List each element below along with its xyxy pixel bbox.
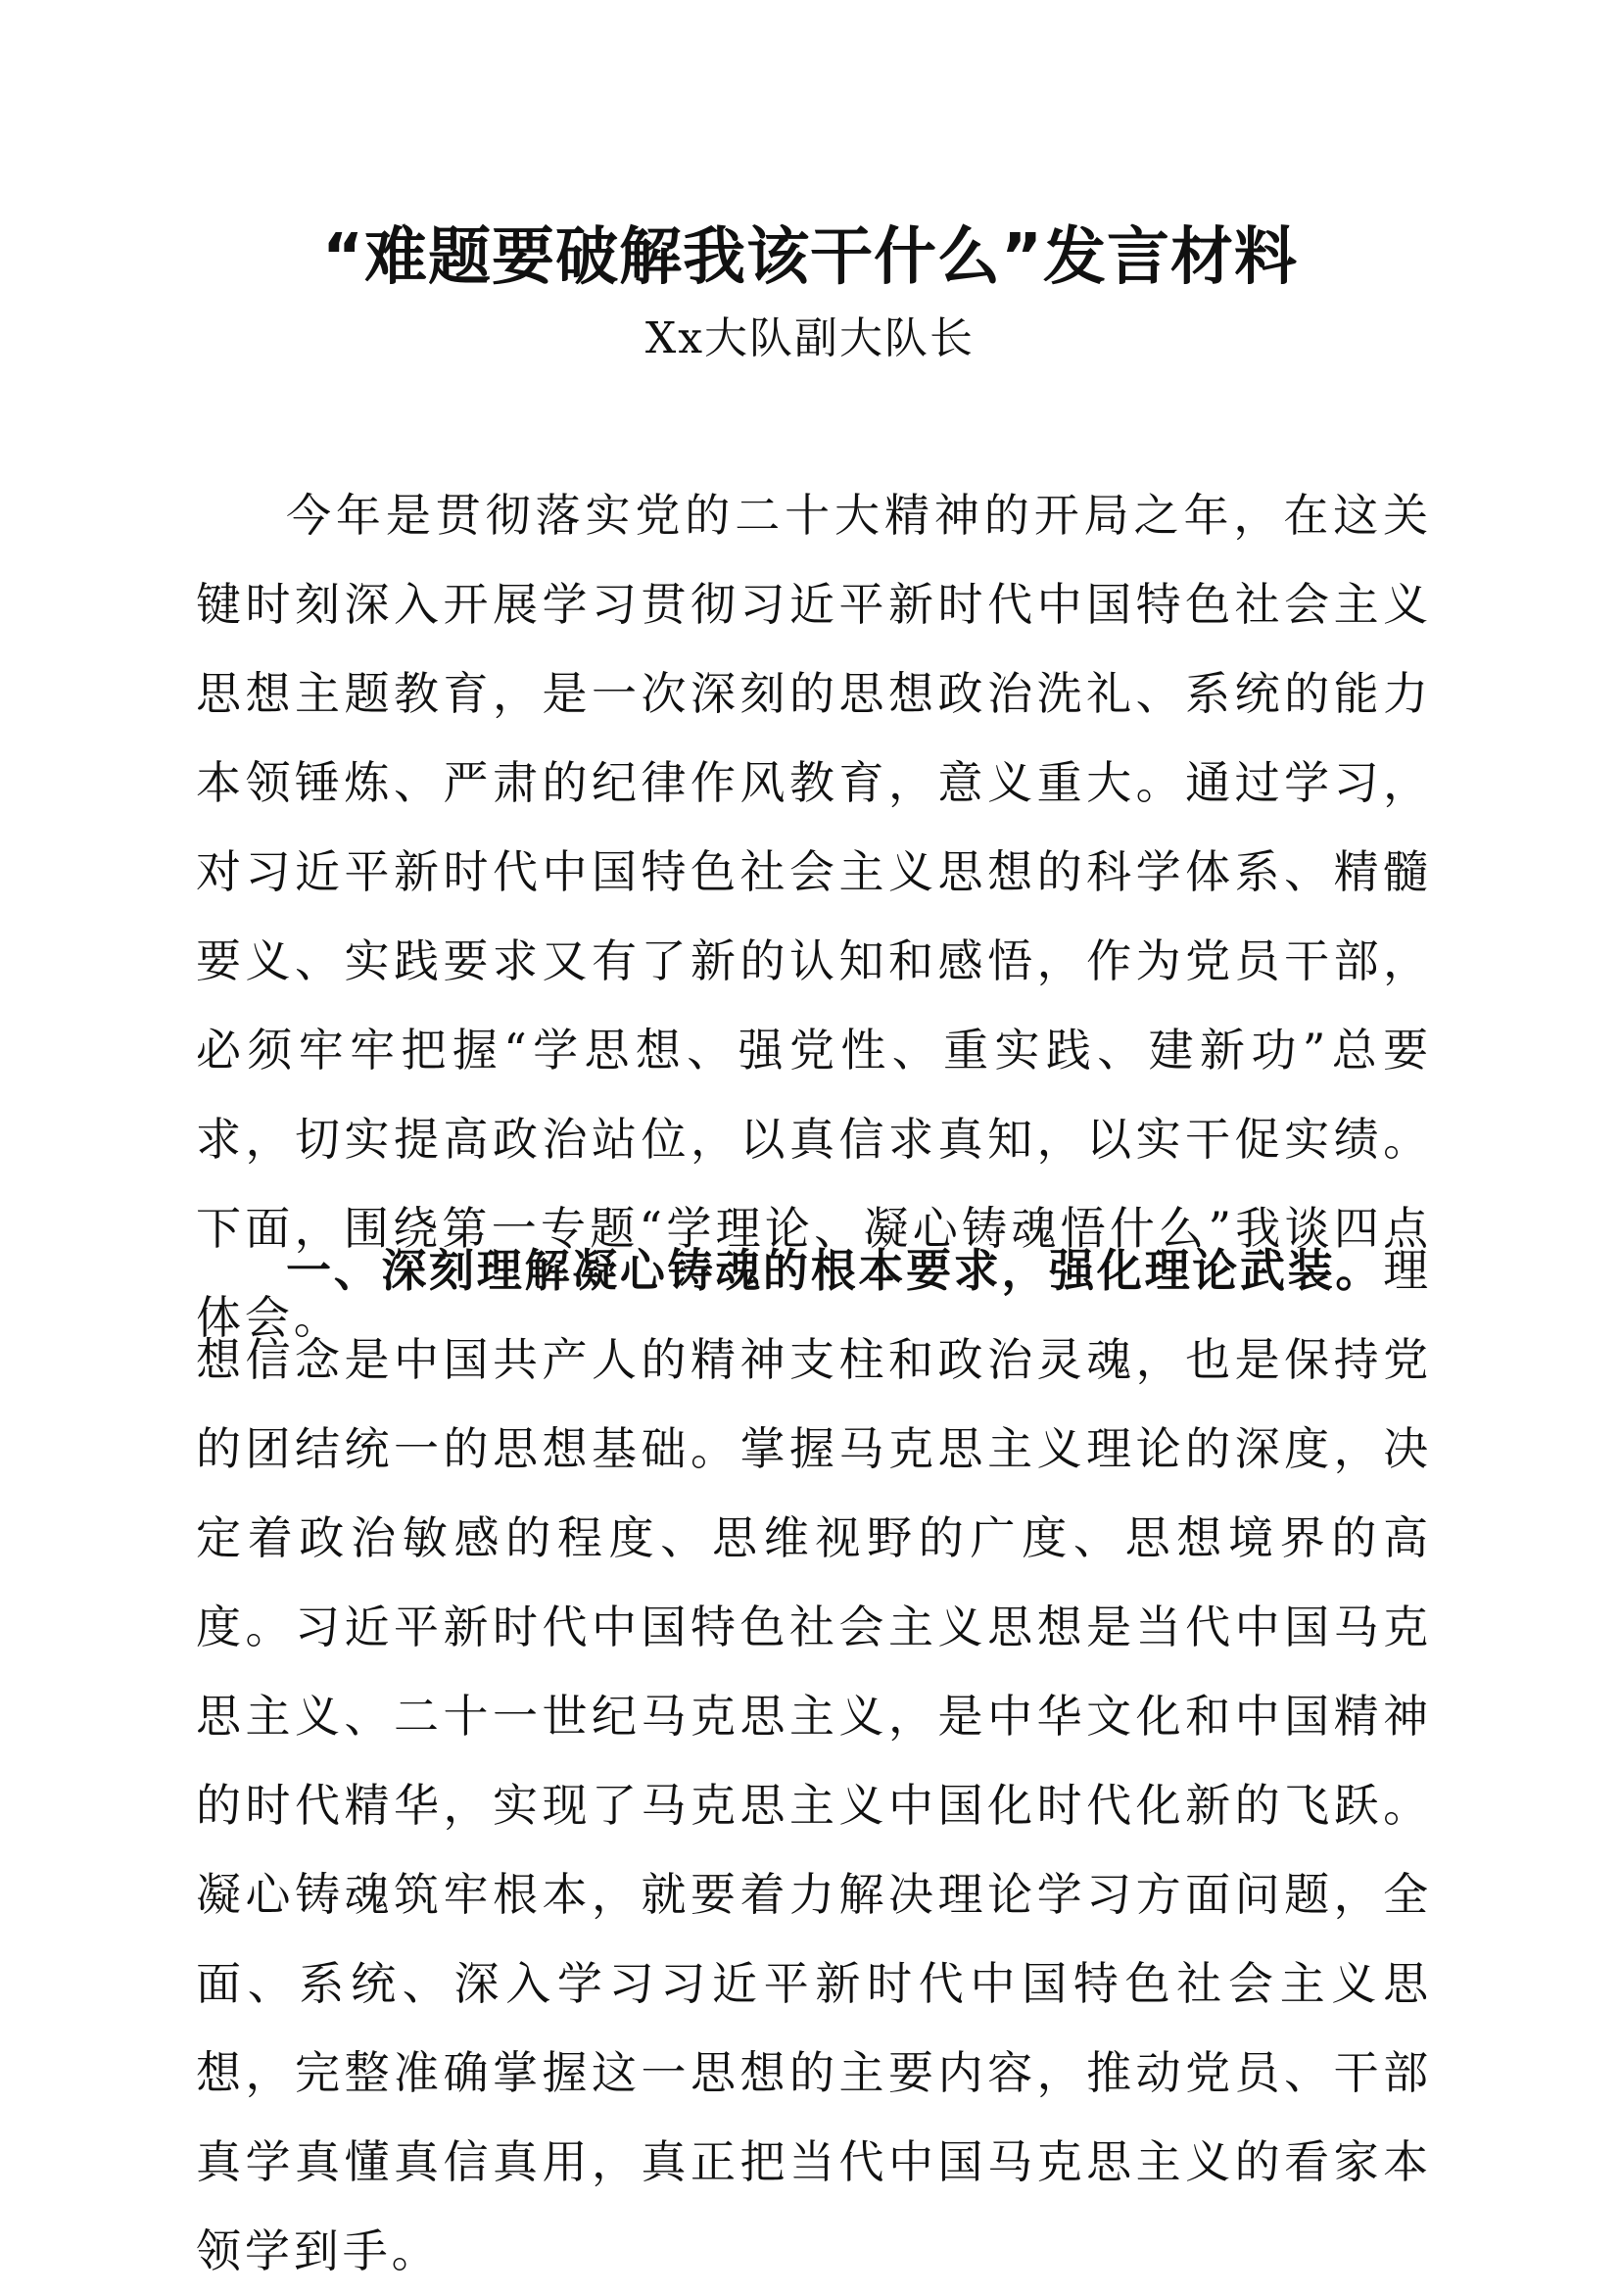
document-title: “难题要破解我该干什么”发言材料 [321,221,1299,294]
section-1-body: 理想信念是中国共产人的精神支柱和政治灵魂，也是保持党的团结统一的思想基础。掌握马克思主义理论的深度，决定着政治敏感的程度、思维视野的广度、思想境界的高度。习近平新时代中国特色社会主义思想是当代中国马克思主义、二十一世纪马克思主义，是中华文化和中国精神的时代精华，实现了马克思主义中国化时代化新的飞跃。凝心铸魂筑牢根本，就要着力解决理论学习方面问题，全面、系统、深入学习习近平新时代中国特色社会主义思想，完整准确掌握这一思想的主要内容，推动党员、干部真学真懂真信真用，真正把当代中国马克思主义的看家本领学到手。 [196,1244,1432,2277]
section-1-paragraph [196,1226,1432,2296]
section-1-heading: 一、深刻理解凝心铸魂的根本要求，强化理论武装。 [286,1244,1384,1297]
author-line: Xx大队副大队长 [644,313,976,363]
intro-paragraph: 今年是贯彻落实党的二十大精神的开局之年，在这关键时刻深入开展学习贯彻习近平新时代中国特色社会主义思想主题教育，是一次深刻的思想政治洗礼、系统的能力本领锤炼、严肃的纪律作风教育，意义重大。通过学习，对习近平新时代中国特色社会主义思想的科学体系、精髓要义、实践要求又有了新的认知和感悟，作为党员干部，必须牢牢把握“学思想、强党性、重实践、建新功”总要求，切实提高政治站位，以真信求真知，以实干促实绩。下面，围绕第一专题“学理论、凝心铸魂悟什么”我谈四点体会。 [196,489,1432,1344]
